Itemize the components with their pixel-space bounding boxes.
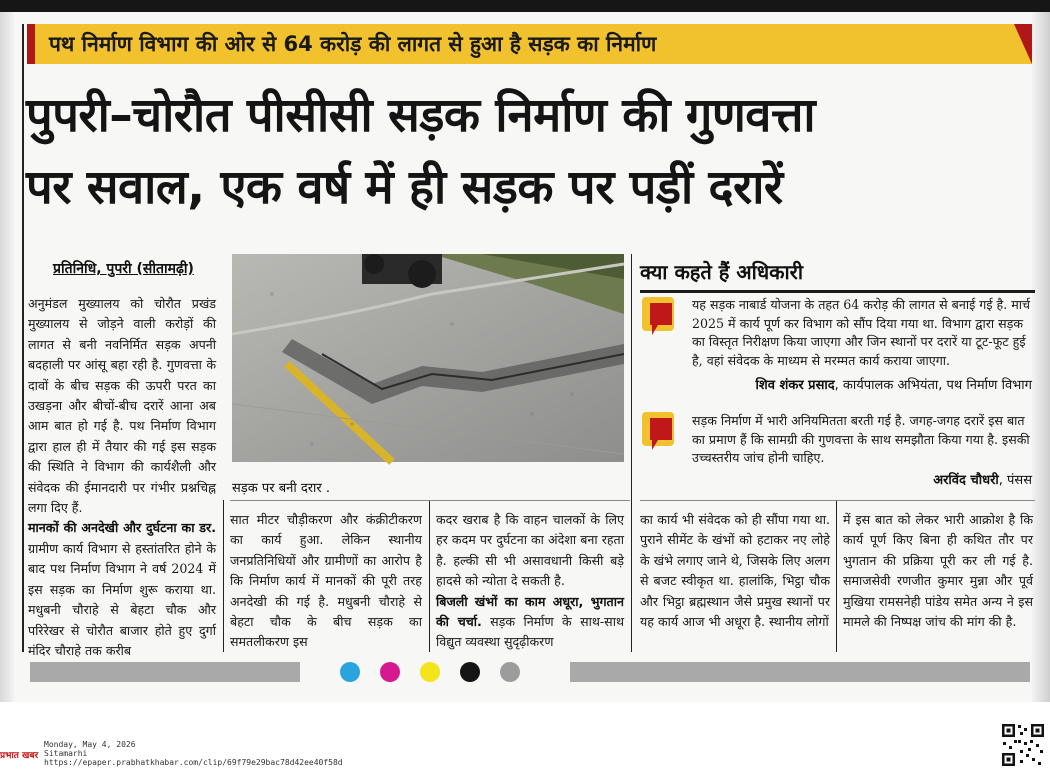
column-4-paragraph: का कार्य भी संवेदक को ही सौंपा गया था. पुराने सीमेंट के खंभों को हटाकर नए लोहे के खंभे लगाए जाने थे, जिसके लिए अलग से बजट स्वीकृत था. हालांकि, भिट्ठा चौक और भिट्ठा ब्रह्मस्थान जैसे प्रमुख स्थानों पर यह कार्य आज भी अधूरा है. स्थानीय लोगों bbox=[640, 512, 830, 630]
subheading-standards: मानकों की अनदेखी और दुर्घटना का डर. bbox=[28, 520, 216, 536]
headline-line-1: पुपरी–चोरौत पीसीसी सड़क निर्माण की गुणवत्ता bbox=[26, 88, 816, 143]
clip-edition: Sitamarhi bbox=[44, 749, 88, 758]
official-quote-2: सड़क निर्माण में भारी अनियमितता बरती गई है. जगह-जगह दरारें इस बात का प्रमाण हैं कि सामग्री की गुणवत्ता के साथ समझौता किया गया है. इसकी उच्चस्तरीय जांच होनी चाहिए. bbox=[692, 413, 1030, 465]
headline bbox=[26, 80, 1036, 224]
screen-top-bar bbox=[0, 0, 1050, 12]
rule-col2 bbox=[429, 500, 430, 652]
article-column-5 bbox=[843, 510, 1033, 650]
newspaper-logo: प्रभात खबर bbox=[0, 751, 39, 761]
column-1-paragraph-2: ग्रामीण कार्य विभाग से हस्तांतरित होने के बाद पथ निर्माण विभाग ने वर्ष 2024 में इस सड़क का निर्माण शुरू कराया था. मधुबनी चौराहे से बेहटा चौक और परिरेखर से चोरौत बाजार होते हुए दुर्गा मंदिर चौराहे तक करीब bbox=[28, 540, 216, 658]
kicker-strip bbox=[27, 24, 1032, 64]
qr-code[interactable] bbox=[1000, 722, 1046, 768]
rule-col1 bbox=[223, 500, 224, 652]
registration-dot-black bbox=[460, 662, 480, 682]
official-2-name: अरविंद चौधरी bbox=[933, 473, 999, 488]
officials-section-title: क्या कहते हैं अधिकारी bbox=[640, 260, 804, 284]
column-3-paragraph-2: सड़क निर्माण के साथ-साथ विद्युत व्यवस्था सुदृढ़ीकरण bbox=[436, 614, 624, 650]
column-1-paragraph-1: अनुमंडल मुख्यालय को चोरौत प्रखंड मुख्यालय से जोड़ने वाली करोड़ों की लागत से बनी नवनिर्मित सड़क अपनी बदहाली पर आंसू बहा रही है. गुणवत्ता के दावों के बीच सड़क की ऊपरी परत का उखड़ना और बीचों-बीच दरारें आना अब आम बात हो गई है. पथ निर्माण विभाग द्वारा हाल ही में तैयार की गई इस सड़क की स्थिति ने विभाग की कार्यशैली और संवेदक की ईमानदारी पर गंभीर प्रश्नचिह्न लगा दिए हैं. bbox=[28, 296, 216, 516]
official-2-role: , पंसस bbox=[998, 473, 1032, 488]
official-1-name: शिव शंकर प्रसाद bbox=[755, 378, 835, 393]
headline-line-2: पर सवाल, एक वर्ष में ही सड़क पर पड़ीं दरारें bbox=[26, 160, 783, 215]
page-left-shade bbox=[0, 12, 14, 702]
rule-below-quotes bbox=[640, 500, 1035, 501]
registration-dot-magenta bbox=[380, 662, 400, 682]
photo-caption: सड़क पर बनी दरार . bbox=[232, 481, 330, 496]
rule-col4 bbox=[836, 500, 837, 652]
road-crack-photo bbox=[232, 254, 624, 462]
official-quote-1: यह सड़क नाबार्ड योजना के तहत 64 करोड़ की लागत से बनाई गई है. मार्च 2025 में कार्य पूर्ण कर विभाग को सौंप दिया गया था. विभाग द्वारा सड़क का विस्तृत निरीक्षण किया जाएगा और जिन स्थानों पर दरारें या टूट-फूट हुई है, वहां संवेदक के माध्यम से मरम्मत कार्य कराया जाएगा. bbox=[692, 297, 1031, 368]
column-2-paragraph: सात मीटर चौड़ीकरण और कंक्रीटीकरण का कार्य हुआ. लेकिन स्थानीय जनप्रतिनिधियों और ग्रामीणों का आरोप है कि निर्माण कार्य में मानकों की पूरी तरह अनदेखी की गई है. मधुबनी चौराहे से बेहटा चौक के बीच सड़क का समतलीकरण इस bbox=[230, 512, 422, 650]
article-column-4 bbox=[640, 510, 830, 650]
rule-above-columns bbox=[230, 500, 630, 501]
road-photo-image bbox=[232, 254, 624, 462]
official-quote-1-attribution bbox=[692, 375, 1032, 393]
official-quote-2-attribution bbox=[692, 470, 1032, 488]
registration-bar-left bbox=[30, 662, 300, 682]
rule-left-margin bbox=[22, 24, 24, 652]
subheading-electric-poles: बिजली खंभों का काम अधूरा, भुगतान की चर्चा. bbox=[436, 593, 624, 630]
byline: प्रतिनिधि, पुपरी (सीतामढ़ी) bbox=[53, 261, 194, 277]
quote-icon bbox=[642, 297, 678, 339]
clip-url[interactable]: https://epaper.prabhatkhabar.com/clip/69f79e29bac78d42ee40f58d bbox=[44, 758, 343, 767]
column-5-paragraph: में इस बात को लेकर भारी आक्रोश है कि कार्य पूर्ण किए बिना ही कथित तौर पर भुगतान की प्रक्रिया पूरी कर ली गई है. समाजसेवी रणजीत कुमार मुन्ना और पूर्व मुखिया रामसनेही पांडेय समेत अन्य ने इस मामले की निष्पक्ष जांच की मांग की है. bbox=[843, 512, 1033, 630]
registration-dot-grey bbox=[500, 662, 520, 682]
registration-bar-right bbox=[570, 662, 1030, 682]
registration-dot-yellow bbox=[420, 662, 440, 682]
official-1-role: , कार्यपालक अभियंता, पथ निर्माण विभाग bbox=[834, 378, 1032, 393]
clip-date: Monday, May 4, 2026 bbox=[44, 740, 136, 749]
registration-dot-cyan bbox=[340, 662, 360, 682]
kicker-text: पथ निर्माण विभाग की ओर से 64 करोड़ की लागत से हुआ है सड़क का निर्माण bbox=[49, 32, 657, 56]
kicker-corner bbox=[1014, 24, 1032, 64]
rule-col3 bbox=[631, 254, 632, 652]
article-column-1 bbox=[28, 294, 216, 658]
article-column-2 bbox=[230, 510, 422, 650]
quote-icon bbox=[642, 412, 678, 454]
article-column-3 bbox=[436, 510, 624, 650]
clip-metadata bbox=[44, 740, 343, 767]
column-3-paragraph-1: कदर खराब है कि वाहन चालकों के लिए हर कदम पर दुर्घटना का अंदेशा बना रहता है. हल्की सी भी असावधानी किसी बड़े हादसे को न्योता दे सकती है. bbox=[436, 512, 624, 589]
officials-title-rule bbox=[640, 290, 1035, 293]
